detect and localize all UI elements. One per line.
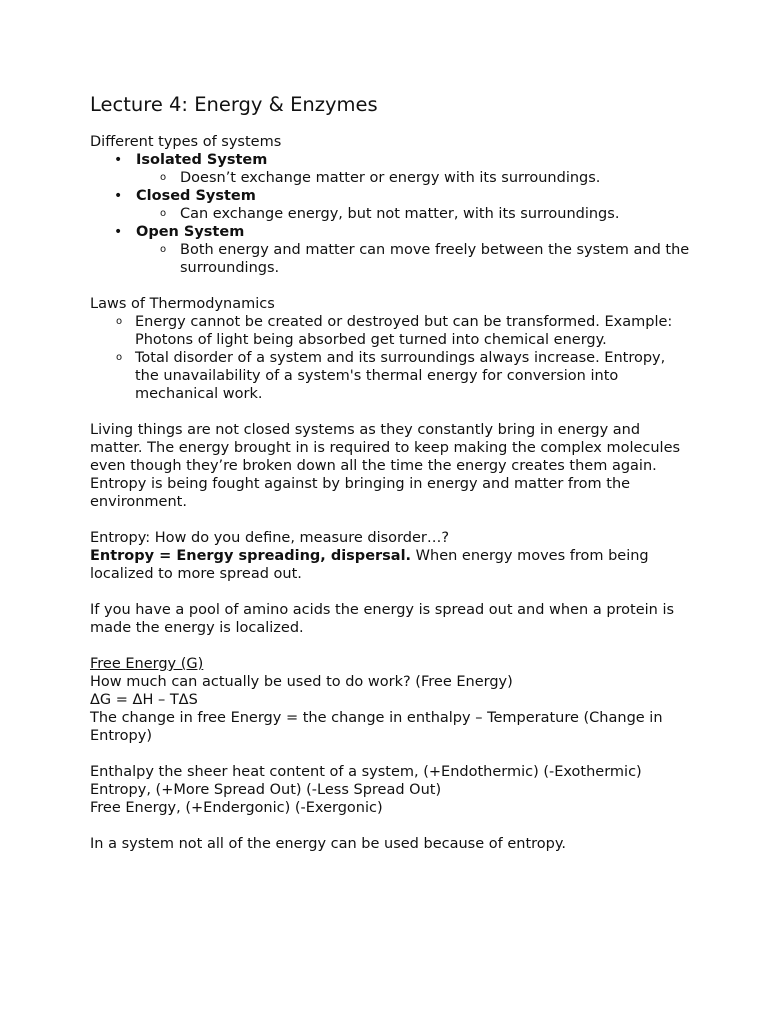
system-name: Closed System (136, 188, 256, 204)
system-name: Isolated System (136, 152, 268, 168)
term-line: Free Energy, (+Endergonic) (-Exergonic) (90, 800, 383, 816)
spacer (90, 511, 690, 529)
conclusion: In a system not all of the energy can be used because of entropy. (90, 836, 566, 852)
system-description: o Both energy and matter can move freely between the system and the surroundings. (136, 241, 690, 277)
system-item (90, 223, 690, 277)
entropy-question: Entropy: How do you define, measure disorder…? (90, 530, 450, 546)
spacer (90, 745, 690, 763)
term-line: Enthalpy the sheer heat content of a system, (+Endothermic) (-Exothermic) (90, 764, 642, 780)
systems-heading: Different types of systems (90, 134, 282, 150)
entropy-definition-rest: When energy moves from being localized to more spread out. (90, 548, 649, 582)
system-item (90, 187, 690, 223)
spacer (90, 817, 690, 835)
system-sublist (136, 205, 690, 223)
term-line: Entropy, (+More Spread Out) (-Less Spread Out) (90, 782, 442, 798)
free-energy-explanation: The change in free Energy = the change in enthalpy – Temperature (Change in Entropy) (90, 710, 663, 744)
laws-list (90, 313, 690, 403)
laws-heading: Laws of Thermodynamics (90, 296, 275, 312)
system-sublist (136, 241, 690, 277)
systems-list (90, 151, 690, 277)
free-energy-equation: ΔG = ΔH – TΔS (90, 692, 198, 708)
system-name: Open System (136, 224, 245, 240)
entropy-bold-definition: Entropy = Energy spreading, dispersal. (90, 548, 412, 564)
document-body (90, 93, 690, 853)
free-energy-question: How much can actually be used to do work? (Free Energy) (90, 674, 513, 690)
entropy-definition (90, 547, 690, 583)
system-description: o Doesn’t exchange matter or energy with its surroundings. (136, 169, 690, 187)
free-energy-heading: Free Energy (G) (90, 656, 204, 672)
living-things-paragraph: Living things are not closed systems as they constantly bring in energy and matter. The energy brought in is required to keep making the complex molecules even though they’re broken down all the time the energy creates them again. Entropy is being fought against by bringing in energy and matter from the environment. (90, 422, 681, 510)
amino-acids-paragraph: If you have a pool of amino acids the energy is spread out and when a protein is made the energy is localized. (90, 602, 675, 636)
system-sublist (136, 169, 690, 187)
system-item (90, 151, 690, 187)
spacer (90, 637, 690, 655)
spacer (90, 403, 690, 421)
lecture-title: Lecture 4: Energy & Enzymes (90, 93, 378, 116)
spacer (90, 583, 690, 601)
spacer (90, 277, 690, 295)
law-item: o Total disorder of a system and its surroundings always increase. Entropy, the unavailability of a system's thermal energy for conversion into mechanical work. (90, 349, 690, 403)
law-item: o Energy cannot be created or destroyed but can be transformed. Example: Photons of light being absorbed get turned into chemical energy. (90, 313, 690, 349)
system-description: o Can exchange energy, but not matter, with its surroundings. (136, 205, 690, 223)
